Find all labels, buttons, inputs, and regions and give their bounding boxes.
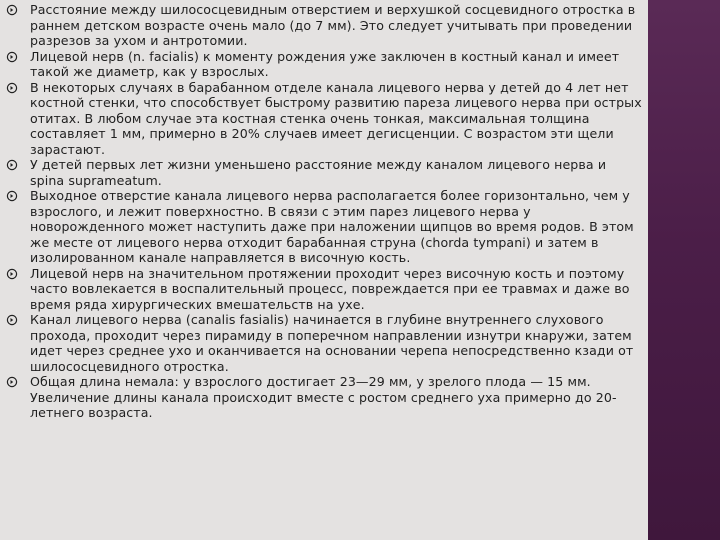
bullet-item	[6, 312, 642, 374]
bullet-text: Канал лицевого нерва (canalis fasialis) начинается в глубине внутреннего слухового прохода, проходит через пирамиду в поперечном направлении изнутри кнаружи, затем идет через среднее ухо и оканчивается на основании черепа непосредственно кзади от шилососцевидного отростка.	[30, 312, 634, 374]
circled-bullet-icon	[6, 376, 18, 388]
bullet-item	[6, 188, 642, 266]
bullet-text: Лицевой нерв на значительном протяжении проходит через височную кость и поэтому часто вовлекается в воспалительный процесс, повреждается при ее травмах и даже во время ряда хирургических вмешательств на ухе.	[30, 265, 630, 312]
bullet-text: Общая длина немала: у взрослого достигает 23—29 мм, у зрелого плода — 15 мм. Увеличение длины канала происходит вместе с ростом среднего уха примерно до 20-летнего возраста.	[30, 374, 617, 420]
circled-bullet-icon	[6, 4, 18, 16]
circled-bullet-icon	[6, 51, 18, 63]
bullet-text: Расстояние между шилососцевидным отверстием и верхушкой сосцевидного отростка в раннем детском возрасте очень мало (до 7 мм). Это следует учитывать при проведении разрезов за ухом и антротомии.	[30, 2, 636, 48]
circled-bullet-icon	[6, 159, 18, 171]
circled-bullet-icon	[6, 314, 18, 326]
slide-content	[6, 2, 642, 421]
bullet-item	[6, 2, 642, 49]
decorative-sidebar	[648, 0, 720, 540]
bullet-item	[6, 157, 642, 188]
bullet-text: У детей первых лет жизни уменьшено расстояние между каналом лицевого нерва и spina suprameatum.	[30, 157, 607, 188]
bullet-item	[6, 80, 642, 158]
circled-bullet-icon	[6, 190, 18, 202]
circled-bullet-icon	[6, 268, 18, 280]
bullet-text: Выходное отверстие канала лицевого нерва располагается более горизонтально, чем у взрослого, и лежит поверхностно. В связи с этим парез лицевого нерва у новорожденного может наступить даже при наложении щипцов во время родов. В этом же месте от лицевого нерва отходит барабанная струна (chorda tympani) и затем в изолированном канале направляется в височную кость.	[30, 188, 634, 265]
bullet-item	[6, 374, 642, 421]
bullet-text: Лицевой нерв (n. facialis) к моменту рождения уже заключен в костный канал и имеет такой же диаметр, как у взрослых.	[30, 48, 620, 79]
bullet-text: В некоторых случаях в барабанном отделе канала лицевого нерва у детей до 4 лет нет костной стенки, что способствует быстрому развитию пареза лицевого нерва при острых отитах. В любом случае эта костная стенка очень тонкая, максимальная толщина составляет 1 мм, примерно в 20% случаев имеет дегисценции. С возрастом эти щели зарастают.	[30, 79, 642, 157]
bullet-item	[6, 266, 642, 313]
circled-bullet-icon	[6, 82, 18, 94]
bullet-list	[6, 2, 642, 421]
bullet-item	[6, 49, 642, 80]
